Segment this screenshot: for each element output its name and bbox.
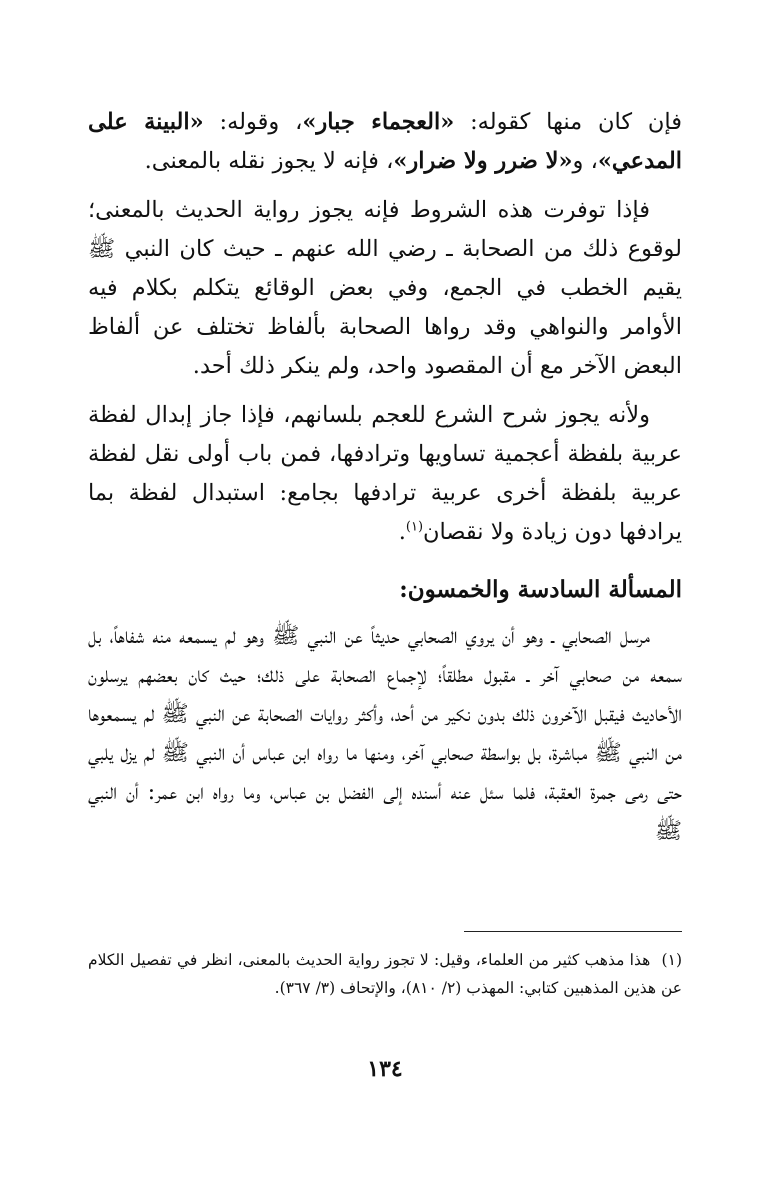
footnote-divider <box>464 931 682 932</box>
paragraph-3 <box>88 396 682 552</box>
paragraph-3-end: . <box>398 519 406 545</box>
paragraph-1-text-2: ، وقوله: <box>203 109 303 135</box>
hadith-quote-3: «لا ضرر ولا ضرار» <box>393 148 573 174</box>
section-heading: المسألة السادسة والخمسون: <box>399 576 682 603</box>
paragraph-1 <box>88 103 682 181</box>
footnote-text: هذا مذهب كثير من العلماء، وقيل: لا تجوز رواية الحديث بالمعنى، انظر في تفصيل الكلام عن هذين المذهبين كتابي: المهذب (٢/ ٨١٠)، والإتحاف (٣/ ٣٦٧). <box>88 951 682 997</box>
hadith-quote-2: «البينة على المدعي» <box>88 109 682 174</box>
footnote <box>88 946 682 1002</box>
footnote-number: (١) <box>661 951 682 969</box>
paragraph-1-text-4: ، فإنه لا يجوز نقله بالمعنى. <box>144 148 394 174</box>
footnote-reference: (١) <box>405 519 424 535</box>
paragraph-3-text: ولأنه يجوز شرح الشرع للعجم بلسانهم، فإذا جاز إبدال لفظة عربية بلفظة أعجمية تساويها وترادفها، فمن باب أولى نقل لفظة عربية بلفظة أخرى عربية ترادفها بجامع: استبدال لفظة بما يرادفها دون زيادة ولا نقصان <box>88 402 682 545</box>
page-number: ١٣٤ <box>367 1056 403 1082</box>
main-text <box>88 103 682 851</box>
paragraph-4: مرسل الصحابي ـ وهو أن يروي الصحابي حديثاً عن النبي ﷺ وهو لم يسمعه منه شفاهاً، بل سمعه من صحابي آخر ـ مقبول مطلقاً؛ لإجماع الصحابة على ذلك؛ حيث كان بعضهم يرسلون الأحاديث فيقبل الآخرون ذلك بدون نكير من أحد، وأكثر روايات الصحابة عن النبي ﷺ لم يسمعوها من النبي ﷺ مباشرة، بل بواسطة صحابي آخر، ومنها ما رواه ابن عباس أن النبي ﷺ لم يزل يلبي حتى رمى جمرة العقبة، فلما سئل عنه أسنده إلى الفضل بن عباس، وما رواه ابن عمر: أن النبي ﷺ <box>88 623 682 844</box>
hadith-quote-1: «العجماء جبار» <box>302 109 455 135</box>
paragraph-1-text-3: ، و <box>572 148 598 174</box>
paragraph-1-text-1: فإن كان منها كقوله: <box>454 109 683 135</box>
paragraph-2: فإذا توفرت هذه الشروط فإنه يجوز رواية الحديث بالمعنى؛ لوقوع ذلك من الصحابة ـ رضي الله عنهم ـ حيث كان النبي ﷺ يقيم الخطب في الجمع، وفي بعض الوقائع يتكلم بكلام فيه الأوامر والنواهي وقد رواها الصحابة بألفاظ تختلف عن ألفاظ البعض الآخر مع أن المقصود واحد، ولم ينكر ذلك أحد. <box>88 197 682 379</box>
